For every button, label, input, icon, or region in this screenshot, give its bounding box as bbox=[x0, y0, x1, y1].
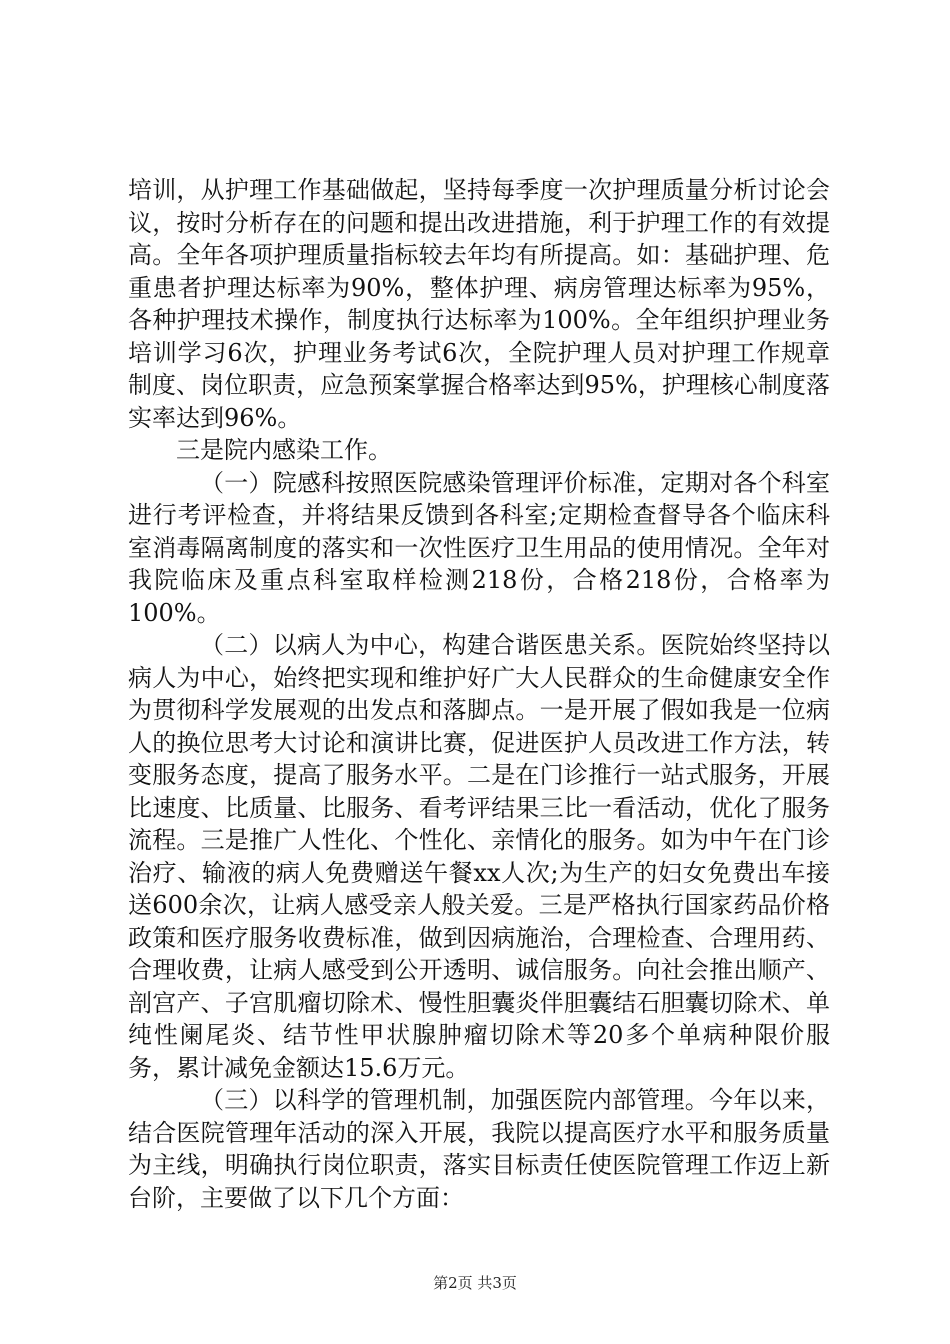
paragraph-infection-heading: 三是院内感染工作。 bbox=[176, 436, 392, 464]
page-number-footer: 第2页 共3页 bbox=[433, 1274, 517, 1292]
paragraph-infection-control: （一）院感科按照医院感染管理评价标准，定期对各个科室进行考评检查，并将结果反馈到各科室;定期检查督导各个临床科室消毒隔离制度的落实和一次性医疗卫生用品的使用情况。全年对我院临床及重点科室取样检测218份，合格218份，合格率为100%。 bbox=[128, 468, 830, 627]
paragraph-management: （三）以科学的管理机制，加强医院内部管理。今年以来，结合医院管理年活动的深入开展，我院以提高医疗水平和服务质量为主线，明确执行岗位职责，落实目标责任使医院管理工作迈上新台阶，主要做了以下几个方面： bbox=[128, 1086, 830, 1212]
document-body bbox=[128, 174, 830, 1214]
paragraph-patient-centered: （二）以病人为中心，构建合谐医患关系。医院始终坚持以病人为中心，始终把实现和维护好广大人民群众的生命健康安全作为贯彻科学发展观的出发点和落脚点。一是开展了假如我是一位病人的换位思考大讨论和演讲比赛，促进医护人员改进工作方法，转变服务态度，提高了服务水平。二是在门诊推行一站式服务，开展比速度、比质量、比服务、看考评结果三比一看活动，优化了服务流程。三是推广人性化、个性化、亲情化的服务。如为中午在门诊治疗、输液的病人免费赠送午餐xx人次;为生产的妇女免费出车接送600余次，让病人感受亲人般关爱。三是严格执行国家药品价格政策和医疗服务收费标准，做到因病施治，合理检查、合理用药、合理收费，让病人感受到公开透明、诚信服务。向社会推出顺产、剖宫产、子宫肌瘤切除术、慢性胆囊炎伴胆囊结石胆囊切除术、单纯性阑尾炎、结节性甲状腺肿瘤切除术等20多个单病种限价服务，累计减免金额达15.6万元。 bbox=[128, 631, 830, 1082]
paragraph-nursing-training: 培训，从护理工作基础做起，坚持每季度一次护理质量分析讨论会议，按时分析存在的问题和提出改进措施，利于护理工作的有效提高。全年各项护理质量指标较去年均有所提高。如：基础护理、危重患者护理达标率为90%，整体护理、病房管理达标率为95%，各种护理技术操作，制度执行达标率为100%。全年组织护理业务培训学习6次，护理业务考试6次，全院护理人员对护理工作规章制度、岗位职责，应急预案掌握合格率达到95%，护理核心制度落实率达到96%。 bbox=[128, 176, 830, 432]
